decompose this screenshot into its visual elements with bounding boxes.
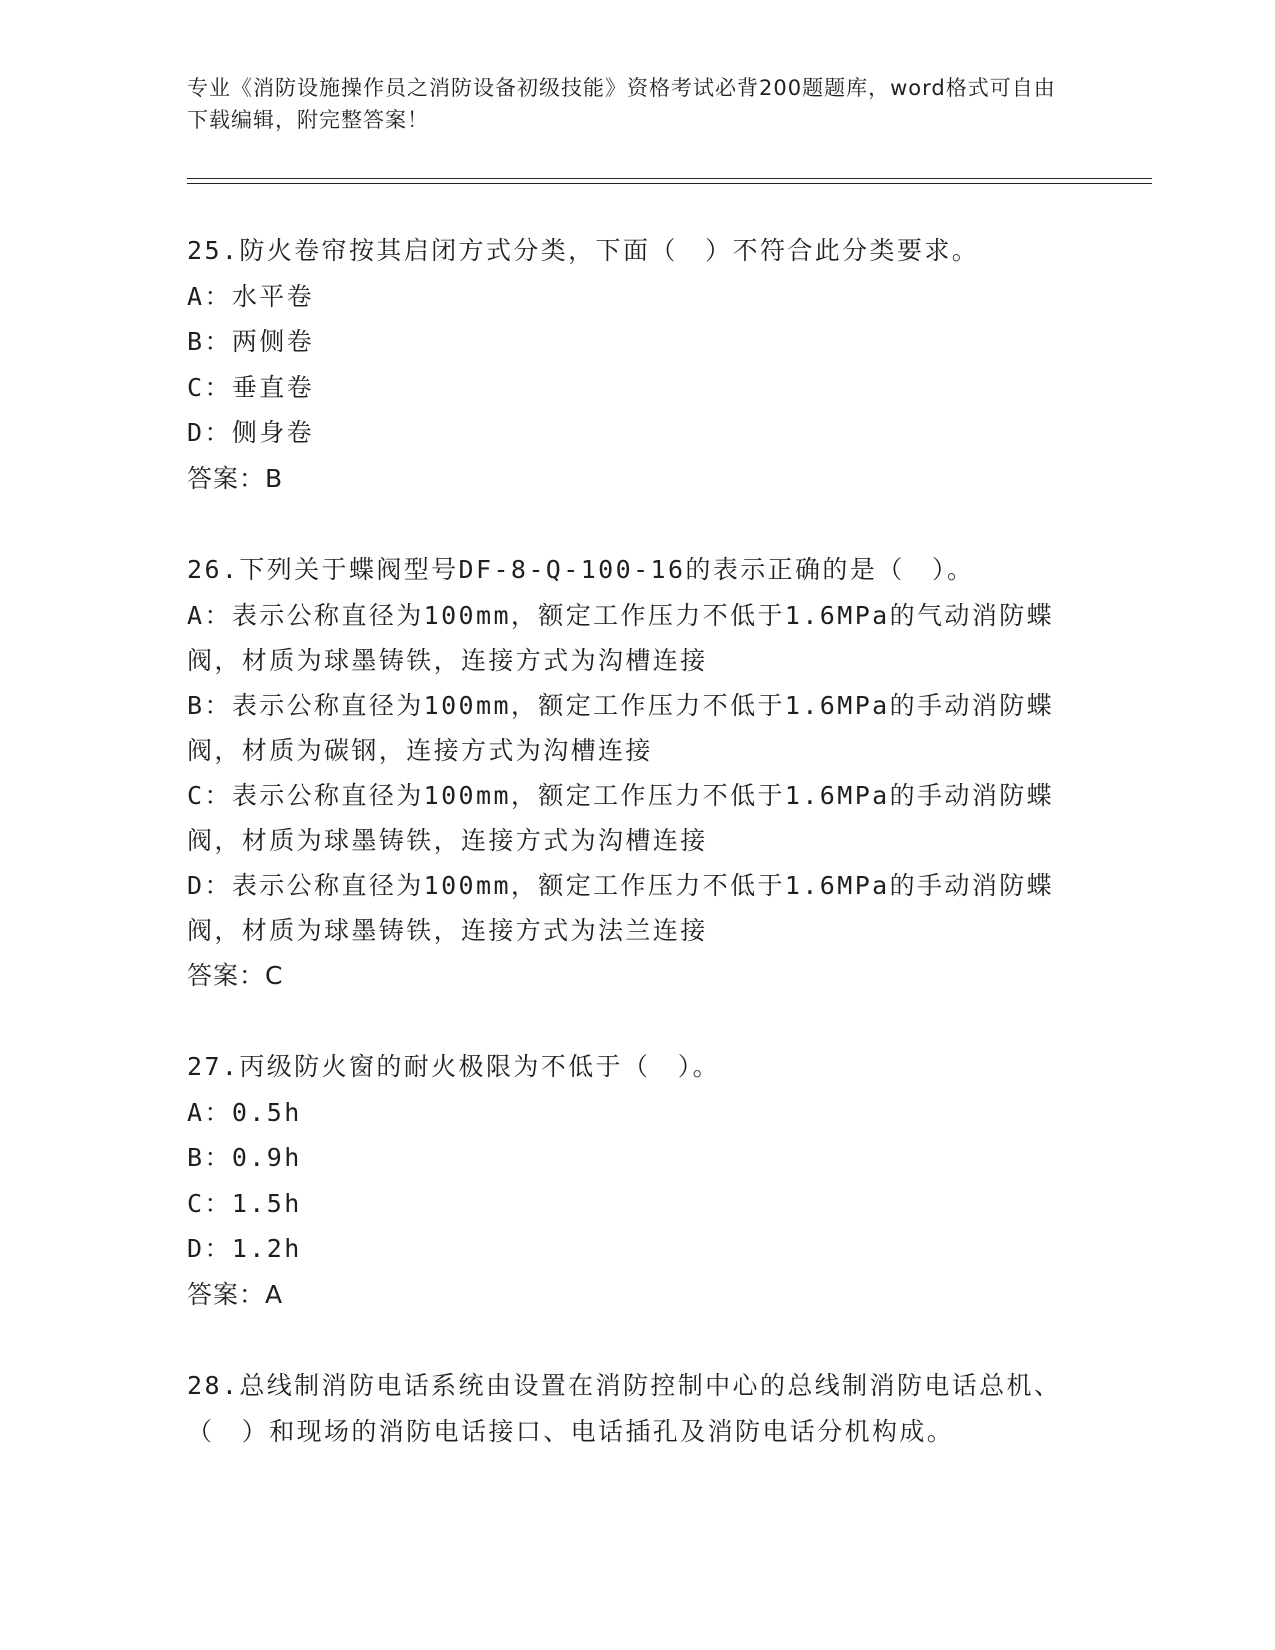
option-d: D：侧身卷 [187,418,315,447]
option-c: C：表示公称直径为100mm，额定工作压力不低于1.6MPa的手动消防蝶阀，材质为球墨铸铁，连接方式为沟槽连接 [187,780,1055,855]
answer-line: 答案：C [187,960,284,990]
question-27 [187,1044,1087,1317]
question-list [187,228,1087,1500]
header-divider [187,178,1152,184]
option-c: C：1.5h [187,1188,302,1218]
question-stem: 25.防火卷帘按其启闭方式分类，下面（ ）不符合此分类要求。 [187,236,980,265]
option-d: D：1.2h [187,1234,302,1263]
question-28 [187,1363,1087,1454]
question-stem: 28.总线制消防电话系统由设置在消防控制中心的总线制消防电话总机、（ ）和现场的消防电话接口、电话插孔及消防电话分机构成。 [187,1371,1062,1446]
answer-line: 答案：B [187,463,284,493]
question-25 [187,228,1087,501]
question-26 [187,547,1087,998]
option-c: C：垂直卷 [187,372,315,402]
document-header: 专业《消防设施操作员之消防设备初级技能》资格考试必背200题题库，word格式可自由下载编辑，附完整答案！ [187,76,1056,132]
option-a: A：水平卷 [187,281,315,311]
option-a: A：0.5h [187,1097,302,1127]
option-d: D：表示公称直径为100mm，额定工作压力不低于1.6MPa的手动消防蝶阀，材质为球墨铸铁，连接方式为法兰连接 [187,870,1055,945]
option-a: A：表示公称直径为100mm，额定工作压力不低于1.6MPa的气动消防蝶阀，材质为球墨铸铁，连接方式为沟槽连接 [187,600,1055,675]
option-b: B：两侧卷 [187,327,315,356]
option-b: B：0.9h [187,1143,302,1172]
question-stem: 27.丙级防火窗的耐火极限为不低于（ ）。 [187,1052,721,1081]
option-b: B：表示公称直径为100mm，额定工作压力不低于1.6MPa的手动消防蝶阀，材质为碳钢，连接方式为沟槽连接 [187,690,1055,765]
question-stem: 26.下列关于蝶阀型号DF-8-Q-100-16的表示正确的是（ ）。 [187,555,975,584]
answer-line: 答案：A [187,1279,284,1309]
